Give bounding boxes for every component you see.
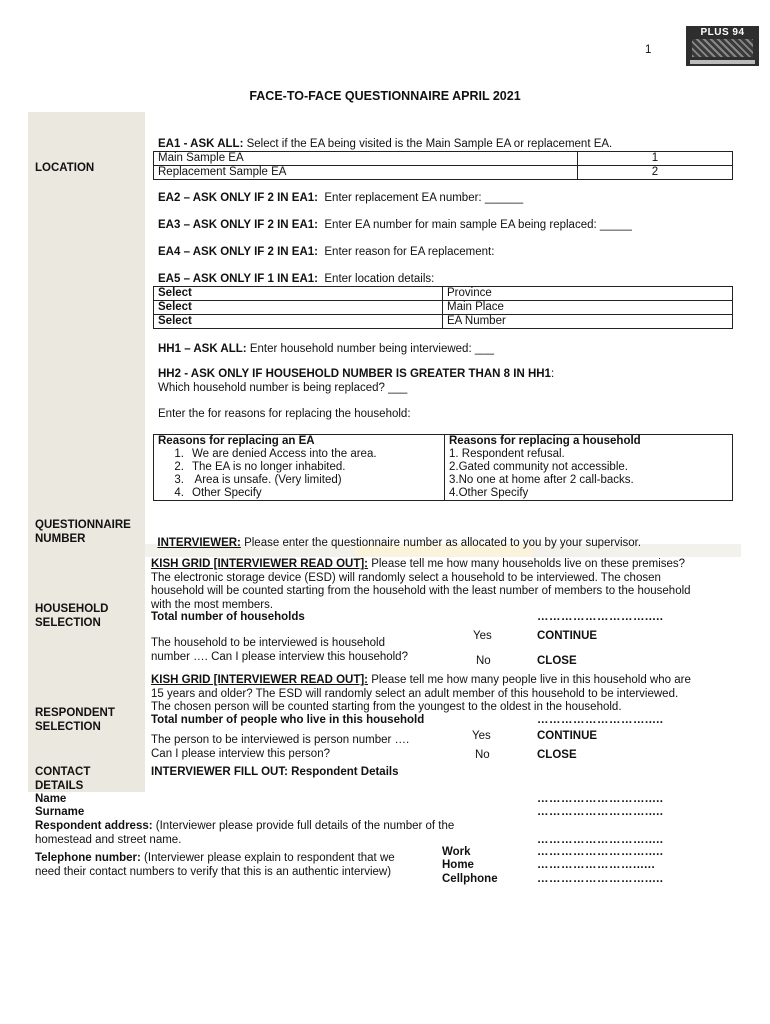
respondent-close-action: CLOSE — [537, 749, 577, 761]
list-text: We are denied Access into the area. — [192, 448, 377, 460]
respondent-continue-action: CONTINUE — [537, 730, 598, 742]
ea5-question — [158, 273, 434, 285]
contact-phone-text: need their contact numbers to verify that this is an authentic interview) — [35, 865, 392, 878]
table-row[interactable] — [154, 166, 733, 180]
respondent-no-option[interactable]: No — [475, 749, 490, 761]
respondent-kish-line: The chosen person will be counted starting from the youngest to the oldest in the household. — [151, 701, 622, 713]
logo-bar — [690, 60, 755, 64]
ea5-select[interactable]: Select — [154, 301, 443, 315]
contact-address-input[interactable]: ………………………..... — [537, 834, 664, 846]
ea5-field: Province — [443, 287, 733, 301]
table-row[interactable] — [154, 315, 733, 329]
hh2-text[interactable]: Which household number is being replaced? ___ — [158, 382, 408, 394]
ea2-question — [158, 192, 523, 204]
ea1-option-name: Main Sample EA — [154, 152, 578, 166]
table-row[interactable] — [154, 474, 733, 487]
reasons-hh-item: 4.Other Specify — [445, 487, 733, 501]
reasons-ea-header: Reasons for replacing an EA — [154, 435, 445, 449]
reasons-ea-item — [154, 448, 445, 461]
ea1-table — [153, 151, 733, 180]
ea2-text[interactable]: Enter replacement EA number: ______ — [324, 192, 524, 204]
section-respondent-selection: RESPONDENT SELECTION — [35, 707, 115, 733]
contact-phone-label: Telephone number: — [35, 852, 141, 864]
ea1-option-code: 2 — [578, 166, 733, 180]
list-text: Area is unsafe. (Very limited) — [192, 474, 342, 486]
questionnaire-text: Please enter the questionnaire number as allocated to you by your supervisor. — [240, 537, 642, 549]
hh1-text[interactable]: Enter household number being interviewed: ___ — [249, 343, 495, 355]
contact-surname-input[interactable]: ………………………..... — [537, 806, 664, 818]
ea5-field: EA Number — [443, 315, 733, 329]
household-question-line: The household to be interviewed is household — [151, 637, 385, 649]
contact-phone-text: (Interviewer please explain to respondent that we — [140, 852, 395, 864]
ea3-label: EA3 – ASK ONLY IF 2 IN EA1: — [158, 219, 318, 231]
household-continue-action: CONTINUE — [537, 630, 598, 642]
plus94-logo — [686, 26, 759, 66]
page-title: FACE-TO-FACE QUESTIONNAIRE APRIL 2021 — [249, 89, 521, 103]
list-number: 4. — [174, 487, 184, 499]
respondent-question — [151, 733, 409, 761]
questionnaire-label: INTERVIEWER: — [157, 537, 241, 549]
reasons-table — [153, 434, 733, 501]
respondent-kish-label: KISH GRID [INTERVIEWER READ OUT]: — [151, 674, 369, 686]
respondent-question-line: The person to be interviewed is person number …. — [151, 734, 410, 746]
section-household-selection: HOUSEHOLD SELECTION — [35, 603, 109, 629]
contact-home-label: Home — [442, 859, 474, 871]
contact-phone — [35, 852, 395, 879]
ea1-option-code: 1 — [578, 152, 733, 166]
ea4-text[interactable]: Enter reason for EA replacement: — [324, 246, 495, 258]
household-kish-line: The electronic storage device (ESD) will randomly select a household to be interviewed. The chosen — [151, 571, 661, 584]
list-number: 1. — [174, 448, 184, 460]
contact-cellphone-input[interactable]: ………………………..... — [537, 873, 664, 885]
household-question-line: number …. Can I please interview this household? — [151, 651, 408, 663]
household-total-input[interactable]: ………………………..... — [537, 611, 664, 623]
table-row[interactable] — [154, 461, 733, 474]
section-sidebar — [28, 112, 145, 792]
hh2-label: HH2 - ASK ONLY IF HOUSEHOLD NUMBER IS GREATER THAN 8 IN HH1 — [158, 368, 551, 380]
household-yes-option[interactable]: Yes — [473, 630, 492, 642]
ea3-text[interactable]: Enter EA number for main sample EA being replaced: _____ — [324, 219, 632, 231]
table-row[interactable] — [154, 448, 733, 461]
contact-address — [35, 820, 454, 847]
table-row[interactable] — [154, 287, 733, 301]
ea1-text: Select if the EA being visited is the Main Sample EA or replacement EA. — [246, 138, 613, 150]
household-close-action: CLOSE — [537, 655, 577, 667]
contact-name-input[interactable]: ………………………..... — [537, 793, 664, 805]
logo-graphic — [692, 39, 753, 57]
contact-work-label: Work — [442, 846, 471, 858]
reasons-ea-item — [154, 474, 445, 487]
section-contact-details: CONTACT DETAILS — [35, 766, 91, 792]
hh1-label: HH1 – ASK ALL: — [158, 343, 247, 355]
household-kish-line: Please tell me how many households live on these premises? — [368, 558, 686, 570]
reasons-intro: Enter the for reasons for replacing the household: — [158, 408, 411, 420]
household-total-label: Total number of households — [151, 611, 305, 623]
respondent-yes-option[interactable]: Yes — [472, 730, 491, 742]
page-number: 1 — [645, 44, 652, 56]
reasons-hh-header: Reasons for replacing a household — [445, 435, 733, 449]
respondent-kish-line: Please tell me how many people live in this household who are — [368, 674, 691, 686]
household-kish-label: KISH GRID [INTERVIEWER READ OUT]: — [151, 558, 369, 570]
household-no-option[interactable]: No — [476, 655, 491, 667]
ea1-option-name: Replacement Sample EA — [154, 166, 578, 180]
ea5-select[interactable]: Select — [154, 315, 443, 329]
contact-header: INTERVIEWER FILL OUT: Respondent Details — [151, 766, 399, 778]
respondent-total-input[interactable]: ………………………..... — [537, 714, 664, 726]
reasons-ea-item — [154, 487, 445, 501]
household-kish-line: household will be counted starting from the household with the least number of members to the household — [151, 585, 691, 597]
ea5-table — [153, 286, 733, 329]
list-number: 2. — [174, 461, 184, 473]
questionnaire-instruction — [151, 525, 641, 549]
contact-address-text: homestead and street name. — [35, 833, 182, 846]
list-text: The EA is no longer inhabited. — [192, 461, 346, 473]
ea4-label: EA4 – ASK ONLY IF 2 IN EA1: — [158, 246, 318, 258]
table-row[interactable] — [154, 301, 733, 315]
contact-work-input[interactable]: ………………………..... — [537, 846, 664, 858]
logo-text: PLUS 94 — [700, 27, 745, 38]
respondent-kish-line: 15 years and older? The ESD will randomly select an adult member of this household to be interviewed. — [151, 687, 679, 700]
ea5-text: Enter location details: — [324, 273, 435, 285]
table-row[interactable] — [154, 152, 733, 166]
reasons-hh-item: 2.Gated community not accessible. — [445, 461, 733, 474]
contact-home-input[interactable]: ……………………...... — [537, 859, 656, 871]
ea3-question — [158, 219, 632, 231]
table-row[interactable] — [154, 487, 733, 501]
contact-address-label: Respondent address: — [35, 820, 153, 832]
section-questionnaire-number: QUESTIONNAIRE NUMBER — [35, 519, 131, 545]
household-kish-intro — [151, 558, 741, 612]
reasons-ea-item — [154, 461, 445, 474]
ea5-select[interactable]: Select — [154, 287, 443, 301]
contact-address-text: (Interviewer please provide full details of the number of the — [152, 820, 455, 832]
hh2-colon: : — [550, 368, 555, 380]
ea5-field: Main Place — [443, 301, 733, 315]
hh1-question — [158, 343, 494, 355]
household-kish-line: with the most members. — [151, 598, 274, 611]
respondent-question-line: Can I please interview this person? — [151, 748, 330, 760]
list-text: Other Specify — [192, 487, 262, 499]
hh2-question — [158, 368, 554, 380]
ea2-label: EA2 – ASK ONLY IF 2 IN EA1: — [158, 192, 318, 204]
reasons-hh-item: 1. Respondent refusal. — [445, 448, 733, 461]
list-number: 3. — [174, 474, 184, 486]
respondent-kish-intro — [151, 674, 741, 715]
ea1-question — [158, 138, 612, 150]
reasons-hh-item: 3.No one at home after 2 call-backs. — [445, 474, 733, 487]
table-row — [154, 435, 733, 449]
contact-surname-label: Surname — [35, 806, 85, 818]
respondent-total-label: Total number of people who live in this household — [151, 714, 425, 726]
contact-name-label: Name — [35, 793, 67, 805]
ea1-label: EA1 - ASK ALL: — [158, 138, 244, 150]
contact-cellphone-label: Cellphone — [442, 873, 498, 885]
ea5-label: EA5 – ASK ONLY IF 1 IN EA1: — [158, 273, 318, 285]
household-question — [151, 636, 408, 664]
section-location: LOCATION — [35, 162, 95, 174]
ea4-question — [158, 246, 494, 258]
